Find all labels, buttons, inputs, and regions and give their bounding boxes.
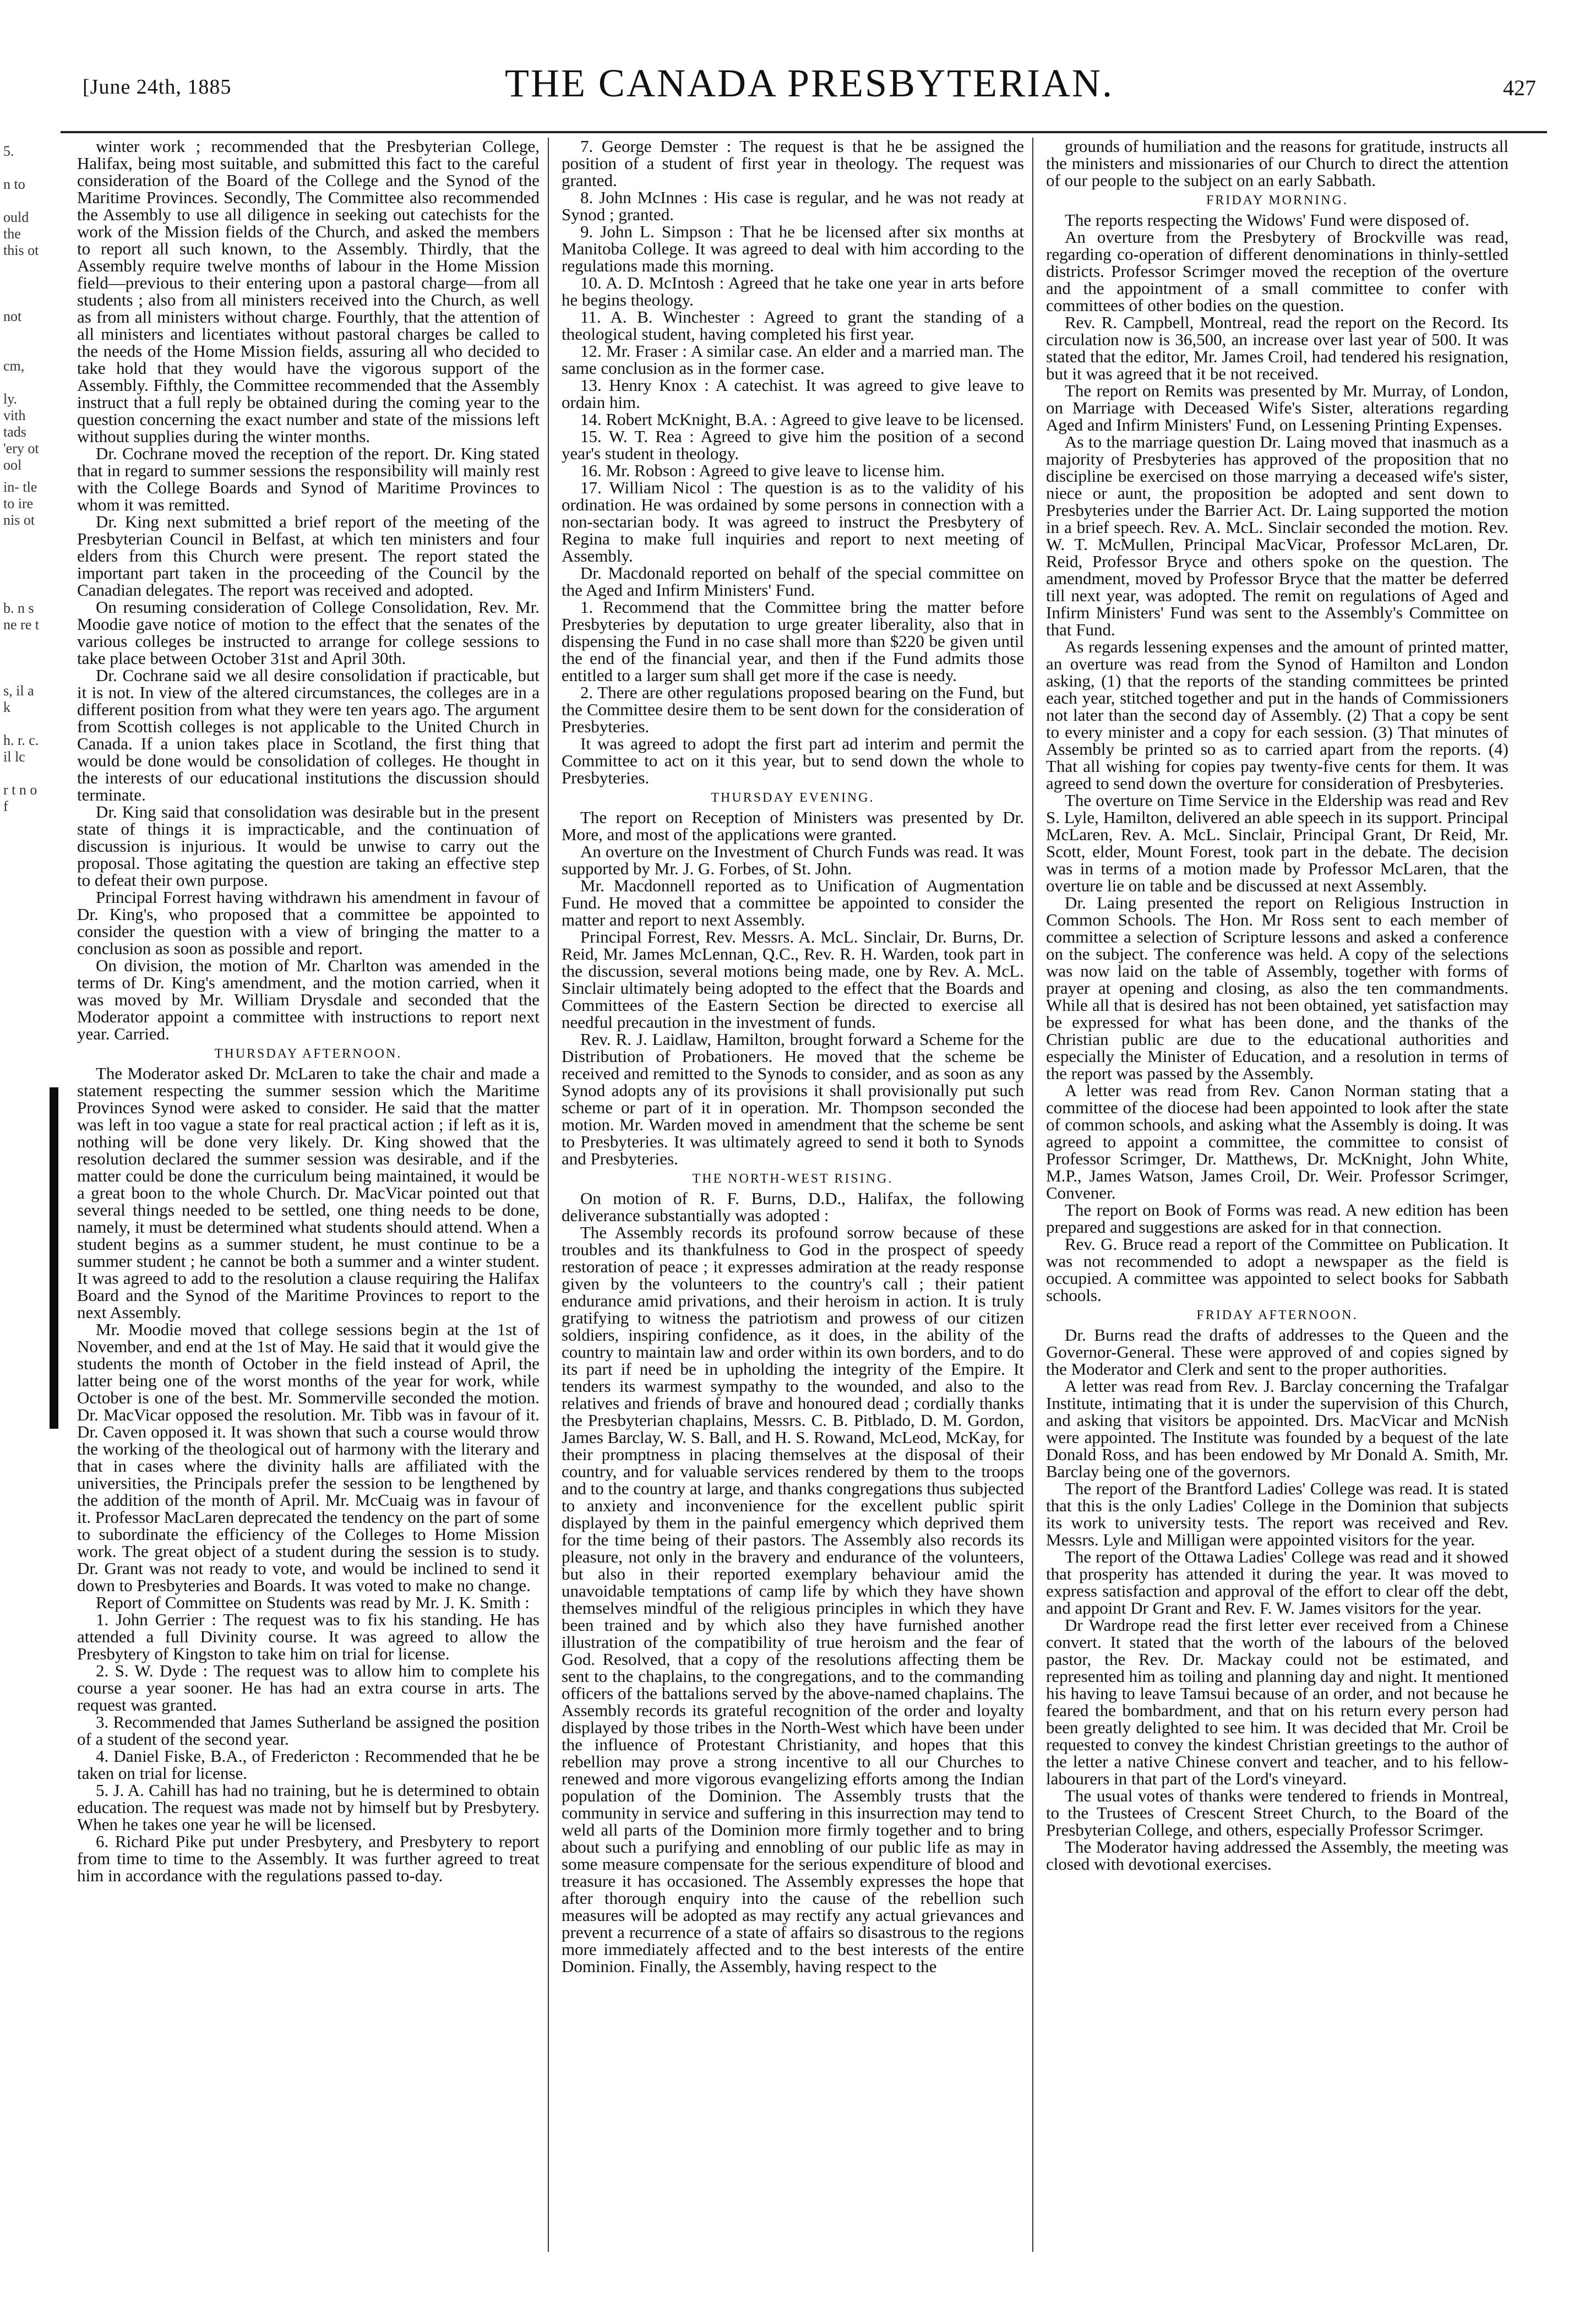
paragraph: The report on Book of Forms was read. A new edition has been prepared and suggestions are asked for in that connection. <box>1046 1200 1508 1237</box>
paragraph: The reports respecting the Widows' Fund were disposed of. <box>1065 210 1469 230</box>
paragraph: 16. Mr. Robson : Agreed to give leave to license him. <box>580 461 945 480</box>
paragraph: 9. John L. Simpson : That he be licensed after six months at Manitoba College. It was agreed to deal with him according to the regulations made this morning. <box>562 222 1024 275</box>
paragraph: 13. Henry Knox : A catechist. It was agreed to give leave to ordain him. <box>562 375 1024 412</box>
paragraph: 4. Daniel Fiske, B.A., of Fredericton : Recommended that he be taken on trial for license. <box>77 1746 540 1783</box>
margin-fragment: r t n o f <box>3 782 37 814</box>
margin-fragment: not <box>3 308 22 324</box>
section-heading: THE NORTH-WEST RISING. <box>692 1172 894 1186</box>
paragraph: 1. Recommend that the Committee bring the matter before Presbyteries by deputation to urge greater liberality, also that in dispensing the Fund in no case shall more than $220 be given until the end of the financial year, and then if the Fund admits those entitled to a larger sum shall get more if the case is needy. <box>562 597 1024 685</box>
paragraph: The usual votes of thanks were tendered to friends in Montreal, to the Trustees of Crescent Street Church, to the Board of the Presbyterian College, and others, especially Professor Scrimger. <box>1046 1786 1508 1839</box>
paragraph: A letter was read from Rev. Canon Norman stating that a committee of the diocese had been appointed to look after the state of common schools, and asking what the Assembly is doing. It was agreed to appoint a committee, the committee to consist of Professor Scrimger, Dr. Matthews, Dr. McKnight, John White, M.P., James Watson, James Croil, Dr. Weir. Professor Scrimger, Convener. <box>1046 1081 1508 1202</box>
section-heading: THURSDAY AFTERNOON. <box>214 1047 402 1061</box>
paragraph: Dr Wardrope read the first letter ever received from a Chinese convert. It stated that the worth of the labours of the beloved pastor, the Rev. Dr. Mackay could not be estimated, and represented him as toiling and planning day and night. It mentioned his having to leave Tamsui because of an order, and not because he feared the bombardment, and that on his return every person had been greatly delighted to see him. It was decided that Mr. Croil be requested to convey the kindest Christian greetings to the author of the letter a native Chinese convert and teacher, and to his fellow-labourers in that part of the Lord's vineyard. <box>1046 1615 1508 1788</box>
paragraph: 2. S. W. Dyde : The request was to allow him to complete his course a year sooner. He has had an extra course in arts. The request was granted. <box>77 1661 540 1714</box>
paragraph: As regards lessening expenses and the amount of printed matter, an overture was read from the Synod of Hamilton and London asking, (1) that the reports of the standing committees be printed each year, stitched together and put in the hands of Commissioners not later than the second day of Assembly. (2) That a copy be sent to every minister and a copy for each session. (3) That minutes of Assembly be printed so as to carried apart from the reports. (4) That all wishing for copies pay twenty-five cents for them. It was agreed to send down the overture for consideration of Presbyteries. <box>1046 637 1508 793</box>
paragraph: The report on Reception of Ministers was presented by Dr. More, and most of the applications were granted. <box>562 808 1024 844</box>
paragraph: An overture from the Presbytery of Brockville was read, regarding co-operation of different denominations in thinly-settled districts. Professor Scrimger moved the reception of the overture and the appointment of a small committee to confer with committees of other bodies on the question. <box>1046 227 1508 315</box>
margin-fragment: b. n s ne re t <box>3 600 39 633</box>
header-rule <box>61 131 1547 133</box>
margin-fragment: 5. <box>3 143 14 159</box>
paragraph: 5. J. A. Cahill has had no training, but he is determined to obtain education. The request was made not by himself but by Presbytery. When he takes one year he will be licensed. <box>77 1781 540 1834</box>
paragraph: Rev. R. Campbell, Montreal, read the report on the Record. Its circulation now is 36,500, an increase over last year of 500. It was stated that the editor, Mr. James Croil, had tendered his resignation, but it was agreed that it be not received. <box>1046 313 1508 383</box>
paragraph: An overture on the Investment of Church Funds was read. It was supported by Mr. J. G. Forbes, of St. John. <box>562 842 1024 878</box>
paragraph: 17. William Nicol : The question is as to the validity of his ordination. He was ordained by some persons in connection with a non-sectarian body. It was agreed to instruct the Presbytery of Regina to make full inquiries and report to next meeting of Assembly. <box>562 478 1024 565</box>
column-rule-1 <box>548 138 549 2252</box>
paragraph: 8. John McInnes : His case is regular, and he was not ready at Synod ; granted. <box>562 188 1024 224</box>
paragraph: As to the marriage question Dr. Laing moved that inasmuch as a majority of Presbyteries has approved of the proposition that no discipline be exercised on those marrying a deceased wife's sister, niece or aunt, the proposition be adopted and sent down to Presbyteries under the Barrier Act. Dr. Laing supported the motion in a brief speech. Rev. A. McL. Sinclair seconded the motion. Rev. W. T. McMullen, Principal MacVicar, Professor McLaren, Dr. Reid, Professor Bryce and others spoke on the question. The amendment, moved by Professor Bryce that the matter be deferred till next year, was adopted. The remit on regulations of Aged and Infirm Ministers' Fund was sent to the Assembly's Committee on that Fund. <box>1046 432 1508 639</box>
paragraph: 12. Mr. Fraser : A similar case. An elder and a married man. The same conclusion as in the former case. <box>562 341 1024 378</box>
margin-fragment: ould the this ot <box>3 209 39 258</box>
paragraph: Mr. Macdonnell reported as to Unification of Augmentation Fund. He moved that a committee be appointed to consider the matter and report to next Assembly. <box>562 876 1024 929</box>
paragraph: Principal Forrest having withdrawn his amendment in favour of Dr. King's, who proposed that a committee be appointed to consider the question with a view of bringing the matter to a conclusion as soon as possible and report. <box>77 888 540 958</box>
paragraph: Dr. Cochrane moved the reception of the report. Dr. King stated that in regard to summer sessions the responsibility will mainly rest with the College Boards and Synod of Maritime Provinces to whom it was remitted. <box>77 444 540 514</box>
paragraph: grounds of humiliation and the reasons for gratitude, instructs all the ministers and missionaries of our Church to direct the attention of our people to the subject on an early Sabbath. <box>1046 138 1508 190</box>
paragraph: The report of the Ottawa Ladies' College was read and it showed that prosperity has attended it during the year. It was moved to express satisfaction and approval of the effort to clear off the debt, and appoint Dr Grant and Rev. F. W. James visitors for the year. <box>1046 1547 1508 1618</box>
paragraph: Principal Forrest, Rev. Messrs. A. McL. Sinclair, Dr. Burns, Dr. Reid, Mr. James McLennan, Q.C., Rev. R. H. Warden, took part in the discussion, several motions being made, one by Rev. A. McL. Sinclair ultimately being adopted to the effect that the Boards and Committees of the Eastern Section be directed to exercise all needful precaution in the investment of funds. <box>562 927 1024 1032</box>
paragraph: On division, the motion of Mr. Charlton was amended in the terms of Dr. King's amendment, and the motion carried, when it was moved by Mr. William Drysdale and seconded that the Moderator appoint a committee with instructions to report next year. Carried. <box>77 956 540 1043</box>
paragraph: 14. Robert McKnight, B.A. : Agreed to give leave to be licensed. <box>580 410 1024 429</box>
paragraph: The Moderator having addressed the Assembly, the meeting was closed with devotional exercises. <box>1046 1837 1508 1874</box>
paragraph: 7. George Demster : The request is that he be assigned the position of a student of first year in theology. The request was granted. <box>562 138 1024 190</box>
section-heading: FRIDAY AFTERNOON. <box>1196 1308 1358 1322</box>
paragraph: 11. A. B. Winchester : Agreed to grant the standing of a theological student, having completed his first year. <box>562 307 1024 344</box>
margin-fragment: h. r. c. il lc <box>3 732 39 765</box>
column-2 <box>562 138 1024 2274</box>
page-number: 427 <box>1503 75 1536 100</box>
paragraph: Rev. R. J. Laidlaw, Hamilton, brought forward a Scheme for the Distribution of Probationers. He moved that the scheme be received and remitted to the Synods to consider, and as soon as any Synod adopts any of its provisions it shall provisionally put such scheme or part of it in operation. Mr. Thompson seconded the motion. Mr. Warden moved in amendment that the scheme be sent to Presbyteries. It was ultimately agreed to send it both to Synods and Presbyteries. <box>562 1030 1024 1168</box>
paragraph: On motion of R. F. Burns, D.D., Halifax, the following deliverance substantially was adopted : <box>562 1189 1024 1225</box>
paragraph: Rev. G. Bruce read a report of the Committee on Publication. It was not recommended to adopt a newspaper as the field is occupied. A committee was appointed to select books for Sabbath schools. <box>1046 1234 1508 1305</box>
margin-fragment: cm, <box>3 358 25 374</box>
newspaper-title: THE CANADA PRESBYTERIAN. <box>504 61 1114 105</box>
paragraph: Dr. King next submitted a brief report of the meeting of the Presbyterian Council in Belfast, at which ten ministers and four elders from this Church were present. The report stated the important part taken in the proceeding of the Council by the Canadian delegates. The report was received and adopted. <box>77 512 540 600</box>
margin-fragment: in- tle to ire nis ot <box>3 479 37 528</box>
paragraph: Dr. Macdonald reported on behalf of the special committee on the Aged and Infirm Ministers' Fund. <box>562 563 1024 600</box>
paragraph: 6. Richard Pike put under Presbytery, and Presbytery to report from time to time to the Assembly. It was further agreed to treat him in accordance with the regulations passed to-day. <box>77 1832 540 1885</box>
paragraph: Dr. Laing presented the report on Religious Instruction in Common Schools. The Hon. Mr Ross sent to each member of committee a selection of Scripture lessons and asked a conference on the subject. The conference was held. A copy of the selections was now laid on the table of Assembly, together with forms of prayer at opening and closing, as also the ten commandments. While all that is desired has not been obtained, yet satisfaction may be expressed for what has been done, and the thanks of the Christian public are due to the educational authorities and especially the Minister of Education, and a resolution in terms of the report was passed by the Assembly. <box>1046 893 1508 1083</box>
paragraph: Dr. Cochrane said we all desire consolidation if practicable, but it is not. In view of the altered circumstances, the colleges are in a different position from what they were ten years ago. The argument from Scottish colleges is not applicable to the United Church in Canada. If a union takes place in Scotland, the first thing that would be done would be consolidation of colleges. He thought in the interests of our educational institutions the discussion should terminate. <box>77 666 540 804</box>
left-margin-bleed <box>3 127 42 814</box>
column-rule-2 <box>1032 138 1033 2252</box>
column-1 <box>77 138 540 2274</box>
issue-date: [June 24th, 1885 <box>83 75 232 99</box>
paragraph: Dr. Burns read the drafts of addresses to the Queen and the Governor-General. These were approved of and copies signed by the Moderator and Clerk and sent to the proper authorities. <box>1046 1325 1508 1379</box>
section-heading: THURSDAY EVENING. <box>711 791 875 805</box>
paragraph: 15. W. T. Rea : Agreed to give him the position of a second year's student in theology. <box>562 427 1024 463</box>
margin-black-bar <box>50 1087 58 1429</box>
margin-fragment: ly. vith tads 'ery ot ool <box>3 391 39 473</box>
margin-fragment: s, il a k <box>3 683 34 715</box>
column-3 <box>1046 138 1508 2274</box>
margin-fragment: n to <box>3 176 25 192</box>
paragraph: 3. Recommended that James Sutherland be assigned the position of a student of the second year. <box>77 1712 540 1749</box>
paragraph: The report of the Brantford Ladies' College was read. It is stated that this is the only Ladies' College in the Dominion that subjects its work to university tests. The report was received and Rev. Messrs. Lyle and Milligan were appointed visitors for the year. <box>1046 1479 1508 1549</box>
paragraph: On resuming consideration of College Consolidation, Rev. Mr. Moodie gave notice of motion to the effect that the senates of the various colleges be instructed to arrange for college sessions to take place between October 31st and April 30th. <box>77 597 540 668</box>
paragraph: The Moderator asked Dr. McLaren to take the chair and made a statement respecting the summer session which the Maritime Provinces Synod were asked to consider. He said that the matter was left in too vague a state for real practical action ; if left as it is, nothing will be done very likely. Dr. King showed that the resolution declared the summer session was desirable, and if the matter could be done the curriculum being maintained, it would be a great boon to the whole Church. Dr. MacVicar pointed out that several things needed to be settled, one thing needs to be done, namely, it must be determined what students should attend. When a student begins as a summer student, he must continue to be a summer student ; he cannot be both a summer and a winter student. It was agreed to add to the resolution a clause requiring the Halifax Board and the Synod of the Maritime Provinces to report to the next Assembly. <box>77 1064 540 1322</box>
paragraph: 1. John Gerrier : The request was to fix his standing. He has attended a full Divinity course. It was agreed to allow the Presbytery of Kingston to take him on trial for license. <box>77 1610 540 1663</box>
paragraph: 10. A. D. McIntosh : Agreed that he take one year in arts before he begins theology. <box>562 273 1024 309</box>
paragraph: The overture on Time Service in the Eldership was read and Rev S. Lyle, Hamilton, delivered an able speech in its support. Principal McLaren, Rev. A. McL. Sinclair, Principal Grant, Dr Reid, Mr. Scott, elder, Mount Forest, took part in the debate. The decision was in terms of a motion made by Professor McLaren, that the overture lie on table and be discussed at next Assembly. <box>1046 791 1508 895</box>
paragraph: It was agreed to adopt the first part ad interim and permit the Committee to act on it this year, but to send down the whole to Presbyteries. <box>562 734 1024 787</box>
paragraph: Report of Committee on Students was read by Mr. J. K. Smith : <box>96 1593 530 1612</box>
paragraph: The report on Remits was presented by Mr. Murray, of London, on Marriage with Deceased Wife's Sister, alterations regarding Aged and Infirm Ministers' Fund, on Lessening Printing Expenses. <box>1046 381 1508 434</box>
page-header <box>83 61 1536 116</box>
section-heading: FRIDAY MORNING. <box>1206 193 1348 208</box>
paragraph: A letter was read from Rev. J. Barclay concerning the Trafalgar Institute, intimating that it is under the supervision of this Church, and asking that visitors be appointed. Drs. MacVicar and McNish were appointed. The Institute was founded by a bequest of the late Donald Ross, and has been endowed by Mr Donald A. Smith, Mr. Barclay being one of the governors. <box>1046 1376 1508 1481</box>
paragraph: 2. There are other regulations proposed bearing on the Fund, but the Committee desire them to be sent down for the consideration of Presbyteries. <box>562 683 1024 736</box>
paragraph: Dr. King said that consolidation was desirable but in the present state of things it is impracticable, and the continuation of discussion is injurious. It would be unwise to carry out the proposal. Those agitating the question are taking an effective step to defeat their own purpose. <box>77 802 540 890</box>
paragraph: The Assembly records its profound sorrow because of these troubles and its thankfulness to God in the prospect of speedy restoration of peace ; it expresses admiration at the ready response given by the volunteers to the country's call ; their patient endurance amid privations, and their heroism in action. It is truly gratifying to witness the patriotism and prowess of our citizen soldiers, inspiring confidence, as it does, in the ability of the country to maintain law and order within its own borders, and to do its part if need be in upholding the integrity of the Empire. It tenders its warmest sympathy to the wounded, and also to the relatives and friends of brave and honoured dead ; cordially thanks the Presbyterian chaplains, Messrs. C. B. Pitblado, D. M. Gordon, James Barclay, W. S. Ball, and H. S. Rowand, McLeod, McKay, for their promptness in placing themselves at the disposal of their country, and for valuable services rendered by them to the troops and to the country at large, and thanks congregations thus subjected to anxiety and inconvenience for the excellent public spirit displayed by them in the painful emergency which deprived them for the time being of their pastors. The Assembly also records its pleasure, not only in the bravery and endurance of the volunteers, but also in their reported exemplary behaviour amid the unavoidable temptations of camp life by which they have shown themselves mindful of the religious principles in which they have been trained and by which also they have furnished another illustration of the compatibility of true heroism and the fear of God. Resolved, that a copy of the resolutions affecting them be sent to the chaplains, to the congregations, and to the commanding officers of the battalions served by the above-named chaplains. The Assembly records its grateful recognition of the order and loyalty displayed by those tribes in the North-West which have been under the influence of Protestant Christianity, and hopes that this rebellion may prove a strong incentive to all our Churches to renewed and more vigorous evangelizing efforts among the Indian population of the Dominion. The Assembly trusts that the community in service and suffering in this insurrection may tend to weld all parts of the Dominion more firmly together and to bring about such a purifying and ennobling of our public life as may in some measure compensate for the serious expenditure of blood and treasure it has occasioned. The Assembly expresses the hope that after thorough enquiry into the cause of the rebellion such measures will be adopted as may rectify any actual grievances and prevent a recurrence of a state of affairs so disastrous to the regions more immediately affected and to the best interests of the entire Dominion. Finally, the Assembly, having respect to the <box>562 1223 1024 1976</box>
paragraph: Mr. Moodie moved that college sessions begin at the 1st of November, and end at the 1st of May. He said that it would give the students the month of October in the field instead of April, the latter being one of the worst months of the year for work, while October is one of the best. Mr. Sommerville seconded the motion. Dr. MacVicar opposed the resolution. Mr. Tibb was in favour of it. Dr. Caven opposed it. It was shown that such a course would throw the working of the theological out of harmony with the literary and that in cases where the divinity halls are affiliated with the universities, the Principals prefer the session to be lengthened by the addition of the month of April. Mr. McCuaig was in favour of it. Professor MacLaren deprecated the tendency on the part of some to subordinate the efficiency of the Colleges to Home Mission work. The great object of a student during the session is to study. Dr. Grant was not ready to vote, and would be inclined to send it down to Presbyteries and Boards. It was voted to make no change. <box>77 1320 540 1595</box>
paragraph: winter work ; recommended that the Presbyterian College, Halifax, being most suitable, and submitted this fact to the careful consideration of the Board of the College and the Synod of the Maritime Provinces. Secondly, The Committee also recommended the Assembly to use all diligence in seeking out catechists for the work of the Mission fields of the Church, and asked the members to report all such known, to the Assembly. Thirdly, that the Assembly require twelve months of labour in the Home Mission field—previous to their entering upon a pastoral charge—from all students ; also from all ministers received into the Church, as well as from all ministers without charge. Fourthly, that the attention of all ministers and licentiates without pastoral charges be called to the needs of the Home Mission fields, assuring all who decided to take hold that they would have the vigorous support of the Assembly. Fifthly, the Committee recommended that the Assembly instruct that a full reply be obtained during the coming year to the question concerning the exact number and state of the missions left without supplies during the winter months. <box>77 138 540 446</box>
